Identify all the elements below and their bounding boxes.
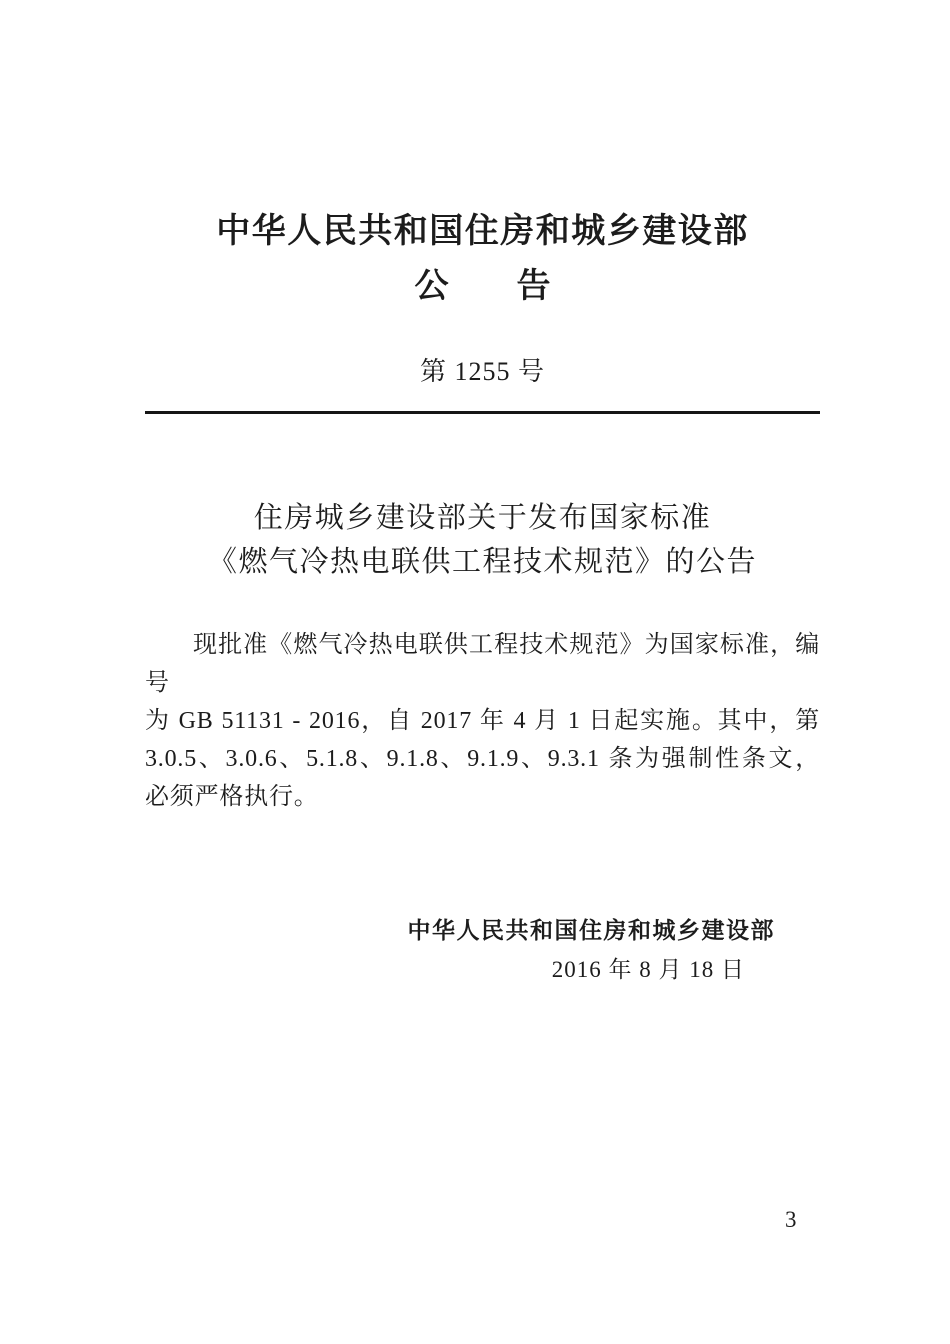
document-title-line1: 住房城乡建设部关于发布国家标准 <box>253 502 712 535</box>
announcement-heading: 公 告 <box>414 267 551 305</box>
signature-block <box>145 916 820 985</box>
header-divider <box>145 411 820 414</box>
signature-organization: 中华人民共和国住房和城乡建设部 <box>407 917 775 944</box>
issue-number: 第 1255 号 <box>419 356 545 386</box>
document-content <box>145 0 820 985</box>
body-paragraph <box>145 626 820 816</box>
signature-date: 2016 年 8 月 18 日 <box>551 956 745 982</box>
ministry-title: 中华人民共和国住房和城乡建设部 <box>216 213 749 250</box>
document-title <box>145 496 820 584</box>
page-number: 3 <box>785 1207 797 1232</box>
body-line: 3.0.5、3.0.6、5.1.8、9.1.8、9.1.9、9.3.1 条为强制性条文， <box>145 746 820 773</box>
body-line: 为 GB 51131 - 2016，自 2017 年 4 月 1 日起实施。其中，第 <box>145 708 820 735</box>
document-title-line2: 《燃气冷热电联供工程技术规范》的公告 <box>207 546 757 579</box>
body-line: 必须严格执行。 <box>145 784 319 811</box>
body-line: 现批准《燃气冷热电联供工程技术规范》为国家标准，编号 <box>145 632 820 697</box>
